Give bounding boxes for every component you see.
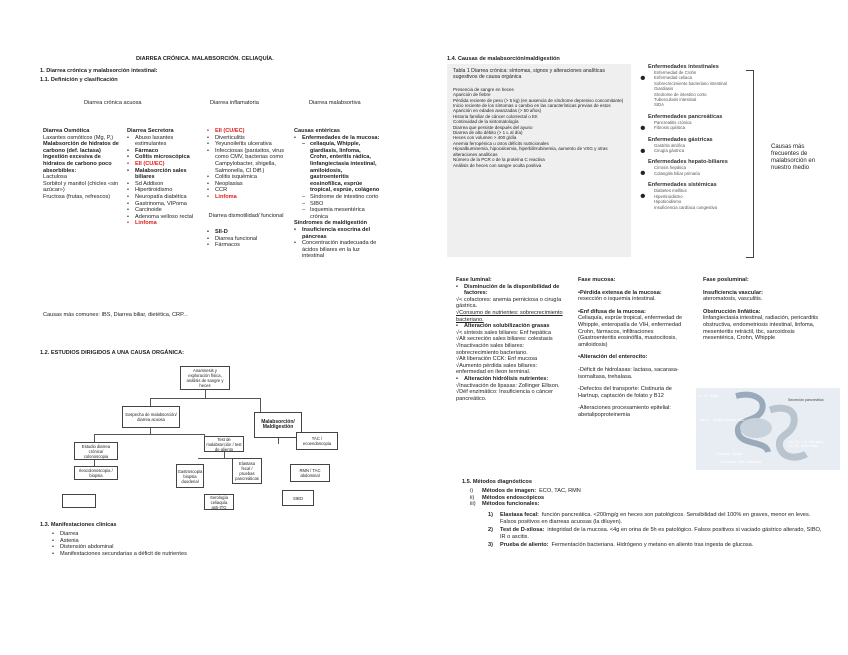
gut-label: Ca, Fe, 1-4-2 de agua, HCO3-, ácido biliar: [788, 440, 825, 448]
method-label: Métodos endoscópicos: [482, 494, 545, 501]
dismotilidad-title: Diarrea dismotilidad/ funcional: [208, 212, 284, 219]
functional-label: Prueba de aliento:: [500, 542, 549, 549]
cause-group-sub: Colangitis biliar primaria: [654, 170, 700, 176]
manifest-item: • Manifestaciones secundarias a déficit de nutrientes: [52, 551, 272, 558]
flow-bl2-box: Ileocolonoscopia / biopsia: [74, 466, 118, 480]
table-row: Hipoalbuminemia, hipocalcemia, hiperbilirrubinemia, aumento de VSG y otras alteraciones analíticas: [453, 146, 608, 157]
cause-group-sub: SIDA: [654, 102, 665, 108]
luminal-b3: • Alteración hidrólisis nutrientes:: [456, 376, 566, 383]
maldig-title: Síndromes de maldigestión: [294, 220, 368, 227]
osmotica-item: Sorbitol y manitol (chicles «sin azúcar»): [43, 180, 119, 194]
gut-label: Secreción pancreática: [788, 398, 824, 402]
col-header-malabsortiva: Diarrea malabsortiva: [309, 100, 361, 106]
cause-group-sub: Pancreatitis crónica: [654, 119, 692, 125]
functional-num: 2): [488, 527, 493, 534]
cause-group-sub: Enfermedad de Crohn: [654, 70, 697, 75]
dismot-item: • Diarrea funcional: [207, 236, 285, 243]
fase-mucosa: [578, 277, 688, 419]
cause-group: [640, 159, 760, 183]
cause-group-title: Enfermedades hepato-biliares: [648, 159, 728, 166]
bullet-icon: •: [640, 70, 646, 87]
luminal-b2-item: √< síntesis sales biliares: Enf hepática: [456, 329, 551, 336]
flow-bl1-box: Estudio diarrea crónica/ colonoscopia: [74, 442, 118, 460]
flow-r2-box: TAC / ecoendoscopia: [296, 432, 338, 450]
heading-1-5: 1.5. Métodos diagnósticos: [462, 479, 532, 485]
cause-group-sub: Sobrecrecimiento bacteriano intestinal: [654, 80, 727, 86]
secretora-block: [127, 128, 199, 227]
heading-1-4: 1.4. Causas de malabsorción/maldigestión: [447, 56, 560, 62]
table-row: Número de la PCR o de la proteína C reactiva: [453, 157, 545, 163]
flow-extra-box: [62, 494, 96, 508]
cause-group-title: Enfermedades gástricas: [648, 136, 713, 143]
cause-group-title: Enfermedades sistémicas: [648, 182, 717, 189]
cause-group-sub: Cirugía gástrica: [654, 148, 685, 154]
gut-label: Na, K... Ácidos biliares, B12: [700, 418, 745, 422]
methods-list: [470, 488, 830, 508]
maldig-item: • Insuficiencia exocrina del páncreas: [294, 227, 380, 240]
cause-group-sub: Hipotiroidismo: [654, 199, 682, 205]
functional-label: Test de D-xilosa:: [500, 527, 545, 534]
cause-group-sub: Síndrome de intestino corto: [654, 91, 707, 97]
col-header-acuosa: Diarrea crónica acuosa: [84, 100, 142, 106]
table-row: Pérdida reciente de peso (> 5 kg) (en ausencia de síndrome depresivo concomitante): [453, 97, 624, 103]
posluminal-v: Insuficiencia vascular:: [703, 289, 764, 296]
posluminal-l: Obstrucción linfática:: [703, 308, 761, 315]
mucosa-p3-item: -Defectos del transporte: Cistinuria de Hartnup, captación de folato y B12: [578, 386, 672, 399]
malabs-item2: – SIBO: [302, 201, 380, 208]
dismot-item: • Fármacos: [207, 242, 285, 249]
inflamatoria-item: • Neoplasias: [207, 181, 285, 188]
functional-row: [488, 527, 828, 540]
inflamatoria-item: • EII (CU/EC): [207, 128, 285, 135]
secretora-item: • Abuso laxantes estimulantes: [127, 135, 199, 148]
table-row: Diarrea de alto débito (> 1 L al día): [453, 130, 523, 136]
table-row: Historia familiar de cáncer colorrectal o EII: [453, 113, 538, 119]
bullet-icon: •: [640, 188, 646, 206]
secretora-item: • Fármaco: [127, 148, 199, 155]
luminal-b2-item: √Alt secreción sales biliares: colestasis: [456, 336, 553, 343]
table-row: Continuidad de la sintomatología: [453, 119, 519, 125]
secretora-item: • Gastrinoma, VIPoma: [127, 201, 199, 208]
table-row: Inicio reciente de los síntomas o cambio en las características previas de estos: [453, 103, 611, 109]
luminal-b1: • Disminución de la disponibilidad de factores:: [456, 284, 566, 297]
secretora-item: • Malabsorción sales biliares: [127, 168, 199, 181]
heading-1-1: 1.1. Definición y clasificación: [40, 77, 118, 83]
page-title: DIARREA CRÓNICA. MALABSORCIÓN. CELIAQUÍA.: [136, 56, 274, 62]
dismotilidad-list: [207, 229, 285, 249]
mucosa-p3-item: -Déficit de hidrolasas: lactasa, sacarasa-isomaltasa, trehalasa.: [578, 366, 679, 380]
method-label: Métodos de imagen:: [482, 488, 537, 494]
flow-c1-box: Gastroscopia biopsia duodenal: [176, 464, 204, 488]
gut-label: Lo. Fe. Ácido: [698, 394, 720, 398]
mucosa-p1-text: resección o isquemia intestinal.: [578, 296, 656, 303]
manifest-list: [52, 531, 272, 557]
inflamatoria-list: [207, 128, 285, 201]
secretora-item: • Linfoma: [127, 220, 199, 227]
cause-group-sub: Gastritis atrófica: [654, 142, 686, 148]
manifest-item: • Astenia: [52, 538, 272, 545]
manifest-item: • Distensión abdominal: [52, 544, 272, 551]
cause-group: [640, 113, 760, 137]
cause-group-sub: Hipertiroidismo: [654, 193, 683, 199]
table-row: Aparición de fiebre: [453, 92, 491, 98]
secretora-item: • Adenoma velloso rectal: [127, 214, 199, 221]
osmotica-block: [43, 128, 121, 201]
flow-left1-box: Sospecha de malabsorción/ diarrea acuosa: [122, 406, 180, 428]
luminal-title: Fase luminal:: [456, 277, 492, 283]
cause-group-sub: Enfermedad celiaca: [654, 75, 692, 81]
luminal-b1-item: √< cofactores: anemia perniciosa o cirugía gástrica.: [456, 296, 562, 310]
malabs-item: [294, 135, 380, 142]
flow-c2-box: Elastasa fecal / pruebas pancreáticas: [232, 458, 262, 484]
osmotica-item: Laxantes osmóticos (Mg, P,): [43, 134, 114, 141]
method-num: i): [470, 488, 474, 494]
functional-text: Fermentación bacteriana. Hidrógeno y metano en aliento tras ingesta de glucosa.: [551, 542, 754, 549]
cause-group-sub: Cirrosis hepática: [654, 165, 687, 171]
table-row: Diarrea que persiste después del ayuno: [453, 124, 533, 130]
functional-text: integridad de la mucosa. <4g en orina de 5h es patológico. Falsos positivos si vaciado gástrico alterado, SIBO, IR o ascitis.: [500, 527, 822, 540]
mucosa-title: Fase mucosa:: [578, 277, 616, 283]
secretora-item: • Hipertiroidismo: [127, 187, 199, 194]
inflamatoria-item: • CCR: [207, 187, 285, 194]
causes-diagram: [640, 64, 760, 269]
bracket: [746, 70, 754, 258]
cause-group-sub: Fibrosis quística: [654, 125, 686, 131]
flow-bottom-box: SIBO: [282, 490, 314, 506]
osmotica-item: Fructosa (frutas, refrescos): [43, 193, 111, 200]
functional-list: [488, 512, 828, 551]
malabs-item1-label: Enfermedades de la mucosa:: [302, 134, 380, 141]
functional-row: [488, 512, 828, 525]
heading-1: 1. Diarrea crónica y malabsorción intestinal:: [40, 68, 158, 74]
heading-1-3: 1.3. Manifestaciones clínicas: [40, 522, 117, 528]
luminal-b2: • Alteración solubilización grasas: [456, 323, 566, 330]
flow-r3-box: RMN / TAC abdominal: [290, 464, 330, 482]
malabs-item1-text: – celiaquía, Whipple, giardiasis, linfoma, Crohn, enteritis rádica, linfangiectasia intestinal, amiloidosis, gastroenteritis eosinofílica, esprúe tropical, esprúe, colágeno: [302, 141, 380, 194]
inflamatoria-item: • Diverticulitis: [207, 135, 285, 142]
maldig-item: • Concentración inadecuada de ácidos biliares en la luz intestinal: [294, 240, 380, 260]
table-row: Anemia ferropénica u otros déficits nutricionales: [453, 140, 549, 146]
gut-label: Glúcidos, lípidos: [716, 452, 743, 456]
common-causes-note: Causas más comunes: IBS, Diarrea biliar, dietética, CRP...: [43, 312, 188, 318]
cause-group-sub: Tuberculosis intestinal: [654, 97, 697, 103]
luminal-b2-item: √Alt liberación CCK: Enf mucosa: [456, 356, 538, 363]
manifest-item: • Diarrea: [52, 531, 272, 538]
table-row: Análisis de heces con sangre oculta positiva: [453, 162, 542, 168]
functional-label: Elastasa fecal:: [500, 512, 539, 518]
functional-num: 3): [488, 542, 493, 549]
causes-note: Causas más frecuentes de malabsorción en nuestro medio: [771, 144, 816, 171]
table-row: Heces con volumen > 400 g/día: [453, 135, 517, 141]
secretora-item: • Carcinoide: [127, 207, 199, 214]
osmotica-title: Diarrea Osmótica: [43, 128, 90, 134]
table-title: Tabla 1 Diarrea crónica: síntomas, signos y alteraciones analíticas sugestivos de causa orgánica: [453, 68, 605, 81]
secretora-item: • EII (CU/EC): [127, 161, 199, 168]
fase-luminal: [456, 277, 566, 402]
inflamatoria-block: [207, 128, 285, 249]
method-row: [470, 501, 830, 508]
flow-top-box: Anamnesis y exploración física, análisis de sangre y heces: [180, 366, 230, 390]
method-num: ii): [470, 494, 475, 501]
method-num: iii): [470, 501, 476, 508]
secretora-title: Diarrea Secretora: [127, 128, 174, 134]
flow-right1-box: Malabsorción/ Maldigestión: [254, 412, 302, 438]
luminal-b2-item: √Inactivación sales biliares: sobrecrecimiento bacteriano.: [456, 342, 528, 356]
bullet-icon: •: [640, 142, 646, 160]
luminal-b2-item: √Aumento pérdida sales biliares: enfermedad en íleon terminal.: [456, 362, 538, 376]
secretora-item: • Colitis microscópica: [127, 154, 199, 161]
secretora-list: [127, 135, 199, 227]
method-row: [470, 495, 830, 502]
osmotica-item: Malabsorción de hidratos de carbono (def. lactasa): [43, 141, 119, 154]
osmotica-item: Lactulosa: [43, 174, 67, 181]
mucosa-p1: •Pérdida extensa de la mucosa:: [578, 289, 662, 296]
col-header-inflamatoria: Diarrea inflamatoria: [210, 100, 259, 106]
table-1: [447, 64, 631, 257]
inflamatoria-item: • Linfoma: [207, 194, 285, 201]
method-text: ECO, TAC, RMN: [539, 488, 581, 494]
secretora-item: • Neuropatía diabética: [127, 194, 199, 201]
inflamatoria-item: • Yeyunoileítis ulcerativa: [207, 141, 285, 148]
inflamatoria-item: • Colitis isquémica: [207, 174, 285, 181]
mucosa-p3-item: -Alteraciones procesamiento epitelial: abetalipoproteinemia: [578, 405, 671, 418]
functional-row: [488, 542, 828, 549]
functional-num: 1): [488, 512, 493, 518]
secretora-item: • Sd Addison: [127, 181, 199, 188]
bullet-icon: •: [640, 165, 646, 183]
cause-group: [640, 136, 760, 160]
luminal-b3-item: √Inactivación de lipasas: Zollinger Ellison.: [456, 382, 560, 389]
mucosa-p2-text: Celiaquía, esprúe tropical, enfermedad de Whipple, enteropatía de VIH, enfermedad Crohn, fármacos, infiltraciones (Gastroenteritis eosinófila, mastocitosis, amiloidosis): [578, 315, 683, 348]
cause-group: [640, 182, 760, 210]
posluminal-l-text: linfangiectasia intestinal, radiación, pericarditis obstructiva, endometriosis intestinal, linfoma, mesenteritis retráctil, tbc, sarcoidosis mesentérica, Crohn, Whipple: [703, 315, 819, 342]
cause-group-sub: Insuficiencia cardíaca congestiva: [654, 204, 718, 210]
osmotica-item: Ingestión excesiva de hidratos de carbono poco absorbibles:: [43, 154, 112, 174]
dismot-item: • SII-D: [207, 229, 285, 236]
flow-mid-box: Test de malabsorción / test de aliento: [204, 436, 244, 452]
cause-group-sub: Diabetes mellitus: [654, 188, 687, 194]
cause-group-title: Enfermedades pancreáticas: [648, 113, 723, 120]
heading-1-2: 1.2. ESTUDIOS DIRIGIDOS A UNA CAUSA ORGÁNICA:: [40, 350, 184, 356]
bullet-icon: •: [640, 119, 646, 137]
gut-label: Colesterol, Bilis, vitaminas: [720, 460, 762, 464]
method-row: [470, 488, 830, 495]
mucosa-p2: •Enf difusa de la mucosa:: [578, 308, 646, 315]
flow-c3-box: Serología celiaquía anti-tTG: [204, 494, 234, 510]
method-label: Métodos funcionales:: [482, 501, 540, 508]
malabs-title: Causas entéricas: [294, 128, 341, 134]
table-row: Aparición en edades avanzadas (> 50 años): [453, 108, 542, 114]
cause-group: [640, 64, 760, 108]
causes-groups: [640, 64, 760, 210]
malabsortiva-block: [294, 128, 380, 260]
luminal-b1-item: √Consumo de nutrientes: sobrecrecimiento bacteriano.: [456, 309, 563, 323]
fase-posluminal: [703, 277, 823, 342]
gut-illustration: [696, 388, 840, 470]
table-rows: [453, 87, 625, 168]
posluminal-title: Fase posluminal:: [703, 277, 749, 283]
cause-group-sub: Giardiasis: [654, 86, 674, 92]
malabs-item2: – Síndrome de intestino corto: [302, 194, 380, 201]
posluminal-v-text: ateromatosis, vasculitis.: [703, 296, 763, 303]
cause-group-title: Enfermedades intestinales: [648, 64, 719, 70]
functional-text: función pancreática. <200mg/g en heces son patológicos. Sensibilidad del 100% en graves, menor en leves. Falsos positivos en diarreas acuosas (la diluyen).: [500, 512, 811, 525]
mucosa-p3: •Alteración del enterocito:: [578, 354, 648, 361]
table-row: Presencia de sangre en heces: [453, 86, 514, 92]
malabs-item2: – Isquemia mesentérica crónica: [302, 207, 380, 220]
luminal-b3-item: √Déf enzimático: Insuficiencia o cáncer pancreático.: [456, 389, 553, 402]
inflamatoria-item: • Infecciosas (parásitos, virus como CMV, bacterias como Campylobacter, shigella, Salmonella, Cl Diff.): [207, 148, 285, 174]
